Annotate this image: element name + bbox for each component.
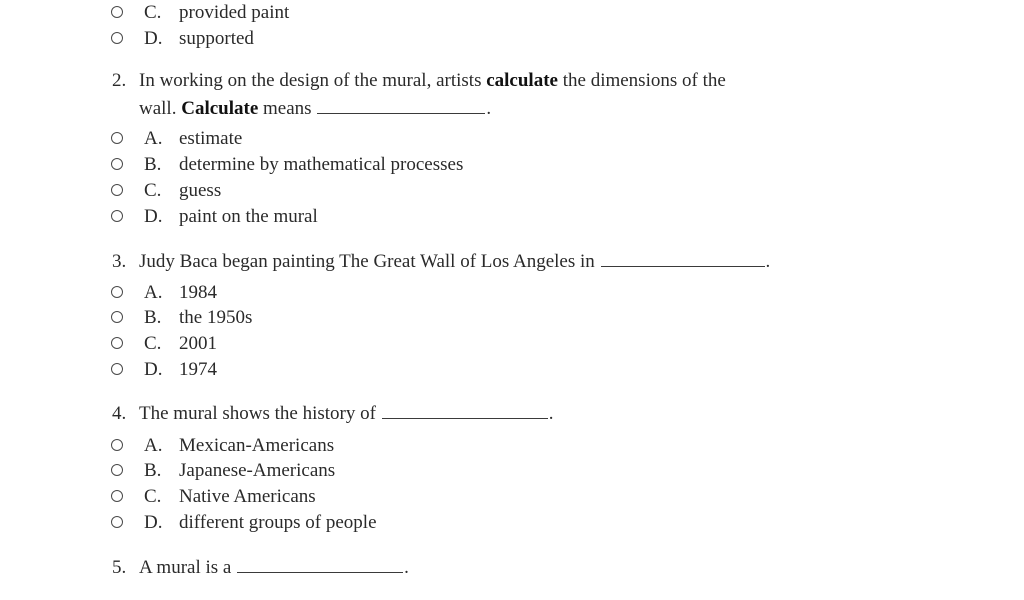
option-letter: C. bbox=[144, 486, 162, 507]
radio-button[interactable] bbox=[111, 32, 123, 44]
option-letter: D. bbox=[144, 512, 163, 533]
answer-blank bbox=[601, 248, 765, 267]
question-text: The mural shows the history of . bbox=[139, 400, 553, 428]
option-text: provided paint bbox=[179, 2, 290, 23]
option-letter: B. bbox=[144, 307, 162, 328]
option-letter: A. bbox=[144, 282, 163, 303]
radio-button[interactable] bbox=[111, 516, 123, 528]
option-letter: B. bbox=[144, 460, 162, 481]
option-text: Mexican-Americans bbox=[179, 435, 335, 456]
question-number: 3. bbox=[112, 251, 127, 272]
answer-blank bbox=[317, 95, 485, 114]
option-text: 2001 bbox=[179, 333, 217, 354]
option-text: estimate bbox=[179, 128, 243, 149]
option-letter: D. bbox=[144, 28, 163, 49]
option-letter: C. bbox=[144, 333, 162, 354]
radio-button[interactable] bbox=[111, 158, 123, 170]
option-letter: C. bbox=[144, 180, 162, 201]
option-text: guess bbox=[179, 180, 222, 201]
option-text: 1984 bbox=[179, 282, 217, 303]
option-letter: D. bbox=[144, 206, 163, 227]
question-text-line-2: wall. Calculate means . bbox=[139, 95, 491, 123]
bold-term: calculate bbox=[486, 70, 558, 91]
bold-term: Calculate bbox=[181, 98, 259, 119]
option-text: 1974 bbox=[179, 359, 217, 380]
radio-button[interactable] bbox=[111, 490, 123, 502]
answer-blank bbox=[382, 400, 548, 419]
option-text: paint on the mural bbox=[179, 206, 318, 227]
option-text: different groups of people bbox=[179, 512, 377, 533]
radio-button[interactable] bbox=[111, 286, 123, 298]
question-text-line-1: In working on the design of the mural, artists calculate the dimensions of the bbox=[139, 70, 726, 91]
option-text: Japanese-Americans bbox=[179, 460, 336, 481]
radio-button[interactable] bbox=[111, 132, 123, 144]
option-letter: A. bbox=[144, 435, 163, 456]
radio-button[interactable] bbox=[111, 337, 123, 349]
option-letter: D. bbox=[144, 359, 163, 380]
radio-button[interactable] bbox=[111, 210, 123, 222]
option-letter: A. bbox=[144, 128, 163, 149]
radio-button[interactable] bbox=[111, 464, 123, 476]
option-text: supported bbox=[179, 28, 254, 49]
radio-button[interactable] bbox=[111, 184, 123, 196]
question-number: 4. bbox=[112, 403, 127, 424]
question-text: A mural is a . bbox=[139, 554, 409, 582]
question-number: 2. bbox=[112, 70, 127, 91]
radio-button[interactable] bbox=[111, 6, 123, 18]
answer-blank bbox=[237, 554, 403, 573]
option-letter: B. bbox=[144, 154, 162, 175]
option-text: Native Americans bbox=[179, 486, 316, 507]
question-number: 5. bbox=[112, 557, 127, 578]
option-letter: C. bbox=[144, 2, 162, 23]
option-text: the 1950s bbox=[179, 307, 253, 328]
question-text: Judy Baca began painting The Great Wall of Los Angeles in . bbox=[139, 248, 770, 276]
radio-button[interactable] bbox=[111, 363, 123, 375]
radio-button[interactable] bbox=[111, 439, 123, 451]
option-text: determine by mathematical processes bbox=[179, 154, 464, 175]
radio-button[interactable] bbox=[111, 311, 123, 323]
